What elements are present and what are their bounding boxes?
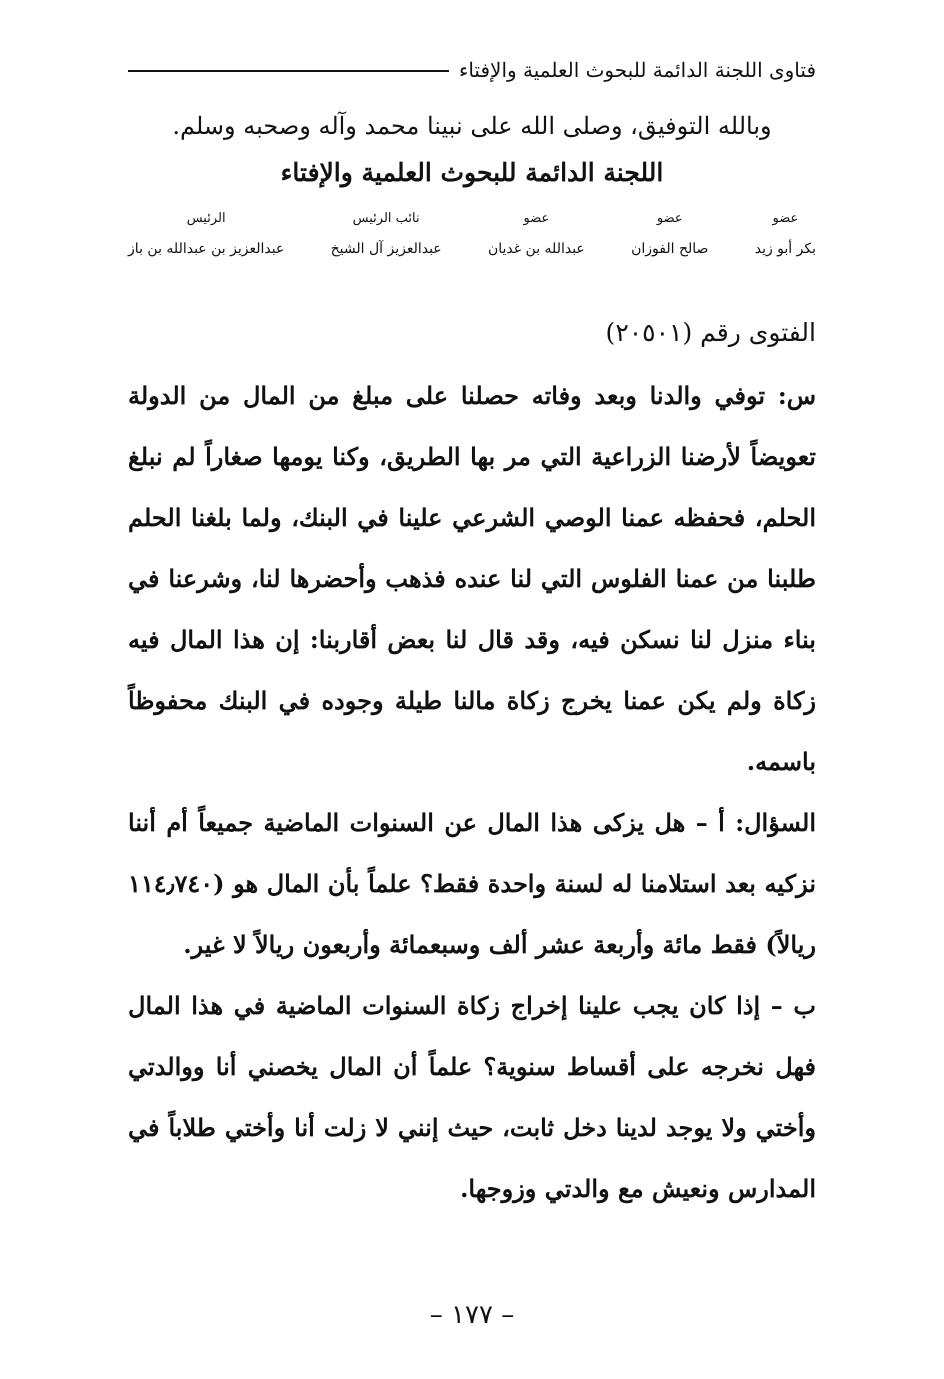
member-role: الرئيس <box>186 211 226 226</box>
committee-title: اللجنة الدائمة للبحوث العلمية والإفتاء <box>280 158 664 187</box>
member-name: عبدالله بن غديان <box>487 241 585 257</box>
closing-line: وبالله التوفيق، وصلى الله على نبينا محمد وآله وصحبه وسلم. <box>172 112 772 140</box>
running-title: فتاوى اللجنة الدائمة للبحوث العلمية والإفتاء <box>458 58 816 82</box>
member-role: عضو <box>656 211 683 226</box>
member-role: نائب الرئيس <box>352 211 420 226</box>
question-part-b: ب – إذا كان يجب علينا إخراج زكاة السنوات الماضية في هذا المال فهل نخرجه على أقساط سنوية؟ علماً أن المال يخصني أنا ووالدتي وأختي ولا يوجد لدينا دخل ثابت، حيث إنني لا زلت أنا وأختي طلاباً في المدارس ونعيش مع والدتي وزوجها. <box>128 991 816 1203</box>
member-0 <box>755 204 816 264</box>
member-role: عضو <box>772 211 799 226</box>
running-header <box>128 58 816 82</box>
member-2 <box>488 204 585 264</box>
fatwa-number: الفتوى رقم (٢٠٥٠١) <box>605 318 816 347</box>
question-part-a: السؤال: أ – هل يزكى هذا المال عن السنوات الماضية جميعاً أم أننا نزكيه بعد استلامنا له لسنة واحدة فقط؟ علماً بأن المال هو (١١٤٫٧٤٠ ريالاً) فقط مائة وأربعة عشر ألف وسبعمائة وأربعون ريالاً لا غير. <box>128 808 816 959</box>
header-rule <box>128 70 449 72</box>
member-3 <box>331 204 442 264</box>
committee-members <box>128 204 816 264</box>
member-name: عبدالعزيز بن عبدالله بن باز <box>128 241 285 257</box>
member-name: بكر أبو زيد <box>754 241 816 257</box>
member-1 <box>631 204 708 264</box>
question-paragraph: س: توفي والدنا وبعد وفاته حصلنا على مبلغ من المال من الدولة تعويضاً لأرضنا الزراعية التي مر بها الطريق، وكنا يومها صغاراً لم نبلغ الحلم، فحفظه عمنا الوصي الشرعي علينا في البنك، ولما بلغنا الحلم طلبنا من عمنا الفلوس التي لنا عنده فذهب وأحضرها لنا، وشرعنا في بناء منزل لنا نسكن فيه، وقد قال لنا بعض أقاربنا: إن هذا المال فيه زكاة ولم يكن عمنا يخرج زكاة مالنا طيلة وجوده في البنك محفوظاً باسمه. <box>128 381 816 776</box>
member-4 <box>128 204 284 264</box>
member-name: عبدالعزيز آل الشيخ <box>330 241 442 257</box>
page-number: – ١٧٧ – <box>429 1300 515 1330</box>
member-name: صالح الفوزان <box>631 241 709 257</box>
member-role: عضو <box>523 211 550 226</box>
fatwa-body <box>128 365 816 1219</box>
